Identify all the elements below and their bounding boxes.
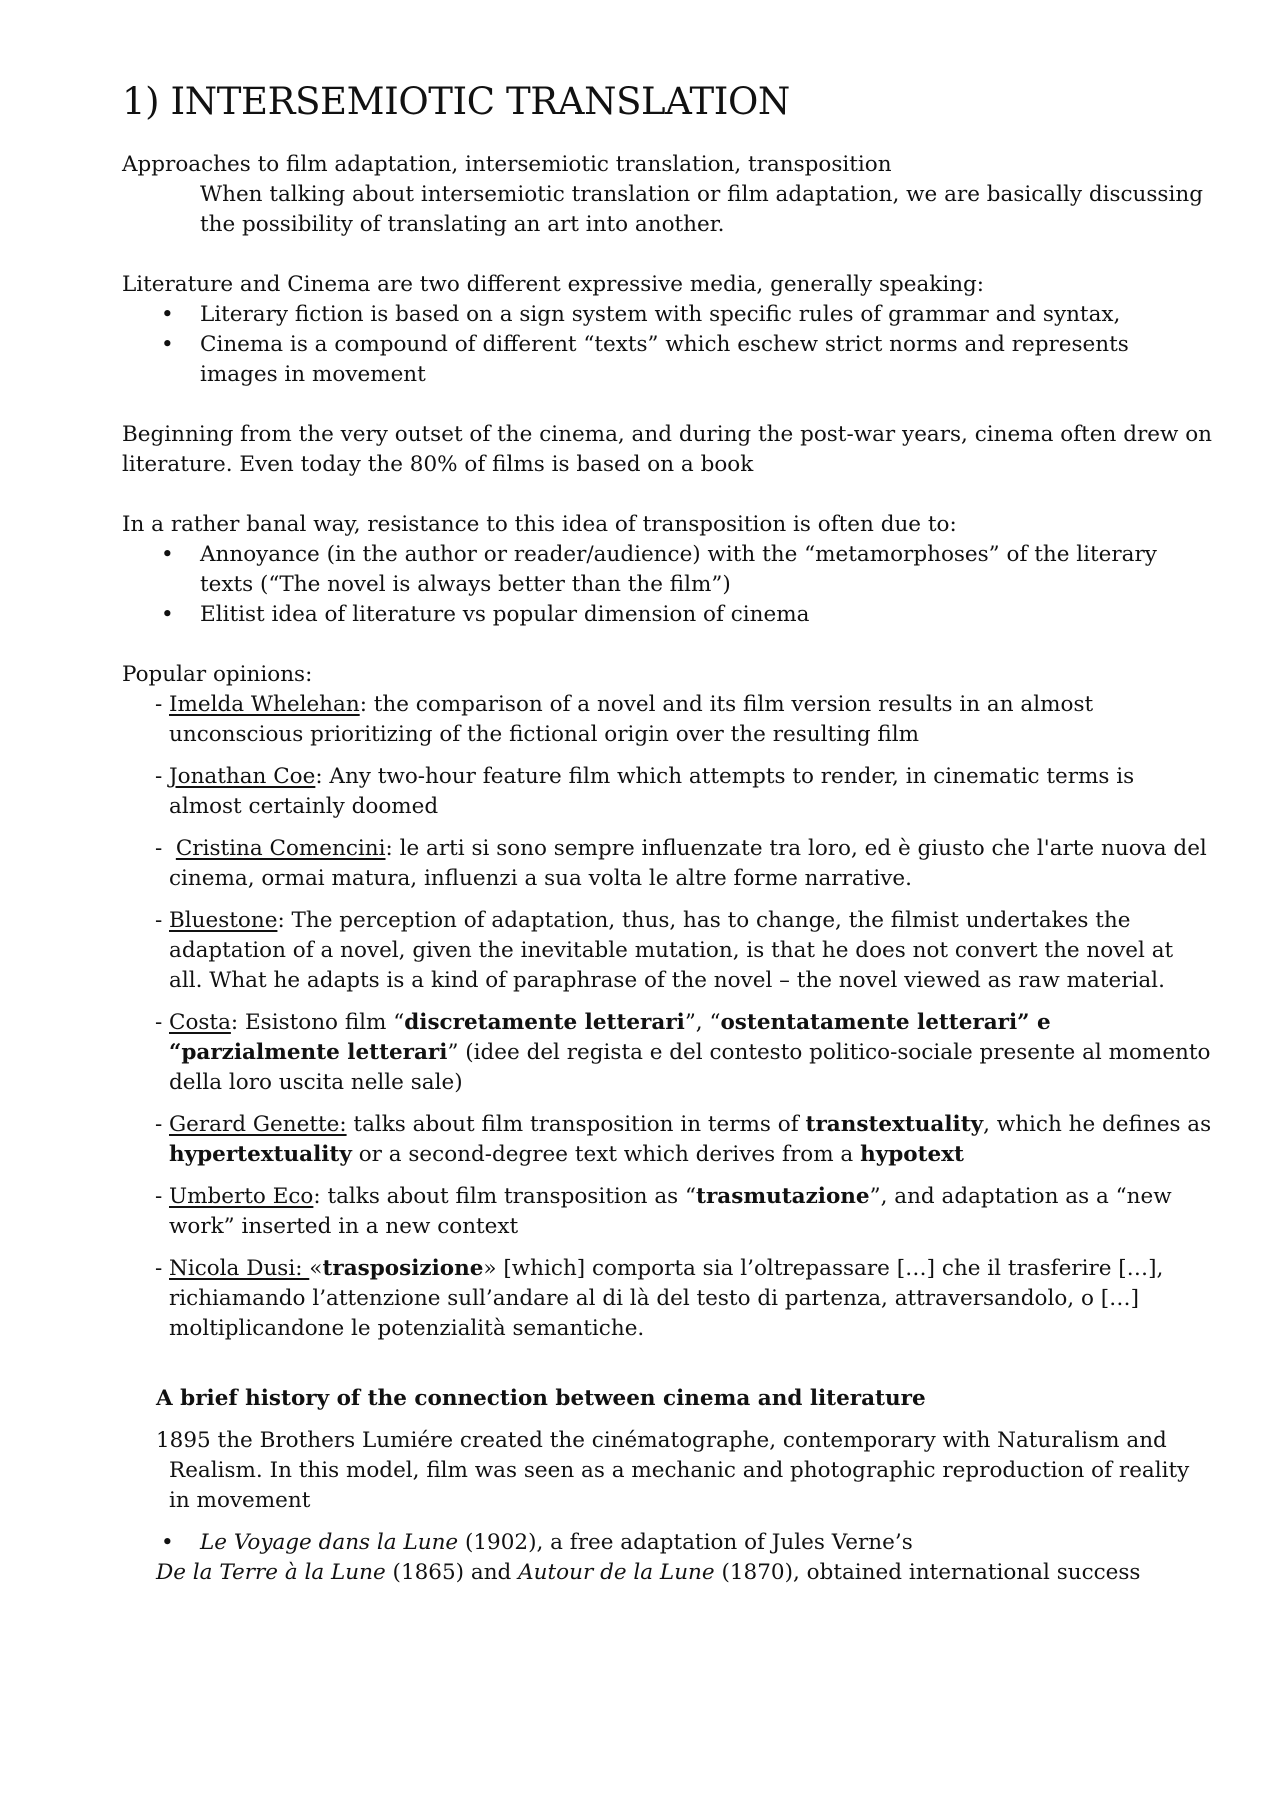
- list-item: • Cinema is a compound of different “texts” which eschew strict norms and represents images in movement: [161, 332, 1129, 387]
- author-name: Jonathan Coe: [169, 764, 316, 789]
- author-name: Nicola Dusi:: [169, 1256, 310, 1281]
- opinion-costa: - Costa: Esistono film “discretamente letterari”, “ostentatamente letterari” e “parzialmente letterari” (idee del regista e del contesto politico-sociale presente al momento della loro uscita nelle sale): [155, 1010, 1211, 1095]
- bullet-icon: •: [161, 602, 174, 627]
- author-name: Cristina Comencini: [175, 836, 386, 861]
- list-item: • Elitist idea of literature vs popular dimension of cinema: [122, 600, 1212, 630]
- page-title: 1) INTERSEMIOTIC TRANSLATION: [122, 80, 790, 123]
- intro-heading: Approaches to film adaptation, intersemiotic translation, transposition: [122, 152, 892, 177]
- bullet-icon: •: [161, 332, 174, 357]
- media-list: [122, 300, 1212, 390]
- opinion-genette: - Gerard Genette: talks about film transposition in terms of transtextuality, which he defines as hypertextuality or a second-degree text which derives from a hypotext: [155, 1112, 1212, 1167]
- document-page: [122, 78, 1212, 1588]
- history-paragraph: Beginning from the very outset of the cinema, and during the post-war years, cinema often drew on literature. Even today the 80% of films is based on a book: [122, 422, 1212, 477]
- opinion-bluestone: - Bluestone: The perception of adaptation, thus, has to change, the filmist undertakes the adaptation of a novel, given the inevitable mutation, is that he does not convert the novel at all. What he adapts is a kind of paraphrase of the novel – the novel viewed as raw material.: [155, 908, 1174, 993]
- opinion-coe: - Jonathan Coe: Any two-hour feature film which attempts to render, in cinematic terms is almost certainly doomed: [155, 764, 1135, 819]
- intro-text: When talking about intersemiotic translation or film adaptation, we are basically discussing the possibility of translating an art into another.: [200, 182, 1203, 237]
- opinion-comencini: - Cristina Comencini: le arti si sono sempre influenzate tra loro, ed è giusto che l'arte nuova del cinema, ormai matura, influenzi a sua volta le altre forme narrative.: [155, 836, 1207, 891]
- bullet-icon: •: [161, 542, 174, 567]
- brief-history-section: [156, 1384, 1212, 1588]
- list-item: • Annoyance (in the author or reader/audience) with the “metamorphoses” of the literary texts (“The novel is always better than the film”): [161, 542, 1157, 597]
- list-item: • Le Voyage dans la Lune (1902), a free adaptation of Jules Verne’s: [156, 1528, 1212, 1558]
- author-name: Umberto Eco: [169, 1184, 314, 1209]
- opinion-dusi: - Nicola Dusi: «trasposizione» [which] comporta sia l’oltrepassare […] che il trasferire […], richiamando l’attenzione sull’andare al di là del testo di partenza, attraversandolo, o […] moltiplicandone le potenzialità semantiche.: [155, 1256, 1164, 1341]
- opinion-whelehan: - Imelda Whelehan: the comparison of a novel and its film version results in an almost unconscious prioritizing of the fictional origin over the resulting film: [155, 692, 1094, 747]
- media-lead: Literature and Cinema are two different expressive media, generally speaking:: [122, 272, 985, 297]
- history-continuation: De la Terre à la Lune (1865) and Autour de la Lune (1870), obtained international success: [156, 1560, 1141, 1585]
- section-heading: A brief history of the connection between cinema and literature: [156, 1386, 926, 1411]
- list-item: • Literary fiction is based on a sign system with specific rules of grammar and syntax,: [122, 300, 1212, 330]
- resistance-list: [122, 540, 1212, 630]
- author-name: Costa: [169, 1010, 231, 1035]
- resistance-lead: In a rather banal way, resistance to this idea of transposition is often due to:: [122, 512, 957, 537]
- author-name: Imelda Whelehan: [169, 692, 360, 717]
- history-text: 1895 the Brothers Lumiére created the cinématographe, contemporary with Naturalism and Realism. In this model, film was seen as a mechanic and photographic reproduction of reality in movement: [156, 1428, 1190, 1513]
- bullet-icon: •: [161, 302, 174, 327]
- bullet-icon: •: [161, 1530, 174, 1555]
- author-name: Bluestone: [169, 908, 278, 933]
- author-name: Gerard Genette:: [169, 1112, 347, 1137]
- opinion-eco: - Umberto Eco: talks about film transposition as “trasmutazione”, and adaptation as a “new work” inserted in a new context: [155, 1184, 1172, 1239]
- opinions-lead: Popular opinions:: [122, 662, 313, 687]
